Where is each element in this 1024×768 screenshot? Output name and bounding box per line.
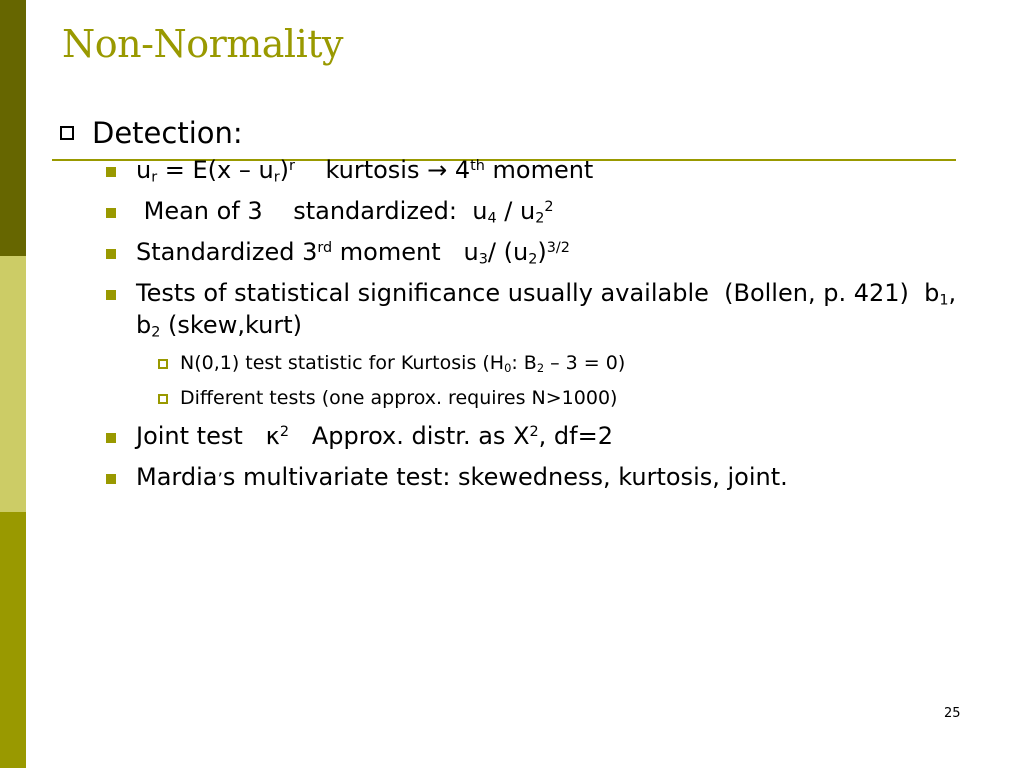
- list-item-moment-definition: [106, 154, 966, 186]
- list-item-third-moment: [106, 236, 966, 268]
- list-item-text: Mardia’s multivariate test: skewedness, kurtosis, joint.: [136, 463, 788, 491]
- sublist-item-kurtosis-statistic: [158, 350, 966, 376]
- list-item-significance-tests: [106, 277, 966, 341]
- sublist-item-different-tests: [158, 385, 966, 411]
- list-item-text: Standardized 3rd moment $u_3/$ $(u_2)^{3/2}$: [136, 238, 570, 268]
- square-bullet-icon: [106, 208, 116, 218]
- page-number: 25: [944, 706, 961, 721]
- hollow-square-bullet-icon: [158, 359, 168, 369]
- left-band-light: [0, 256, 26, 512]
- left-band-dark: [0, 0, 26, 256]
- square-bullet-icon: [106, 249, 116, 259]
- list-item-text: Tests of statistical significance usually available (Bollen, p. 421) $b_1$, $b_2$ (skew,kurt): [136, 279, 957, 341]
- square-bullet-icon: [106, 474, 116, 484]
- bullet-list: [106, 154, 966, 495]
- list-item-mardia-test: [106, 461, 966, 495]
- list-item-text: $u_r = E(x - u_r)^r$ kurtosis → 4th moment: [136, 156, 594, 186]
- detection-bullet: [60, 116, 243, 150]
- slide-title: Non-Normality: [62, 22, 343, 66]
- sublist-item-text: N(0,1) test statistic for Kurtosis ($H_0$: $B_2 - 3 = 0$): [180, 352, 626, 375]
- hollow-square-bullet-icon: [158, 394, 168, 404]
- left-band-mid: [0, 512, 26, 768]
- list-item-joint-test: [106, 420, 966, 452]
- list-item-text: Mean of 3 standardized: $u_4 / u_2^2$: [136, 197, 554, 227]
- list-item-text: Joint test $\kappa^2$ Approx. distr. as $X^2$, df=2: [136, 422, 613, 450]
- sublist-item-text: Different tests (one approx. requires N>1000): [180, 387, 618, 409]
- square-bullet-icon: [106, 290, 116, 300]
- square-bullet-icon: [106, 167, 116, 177]
- square-bullet-icon: [106, 433, 116, 443]
- hollow-square-bullet-icon: [60, 126, 74, 140]
- detection-heading: Detection:: [92, 116, 243, 150]
- list-item-standardized: [106, 195, 966, 227]
